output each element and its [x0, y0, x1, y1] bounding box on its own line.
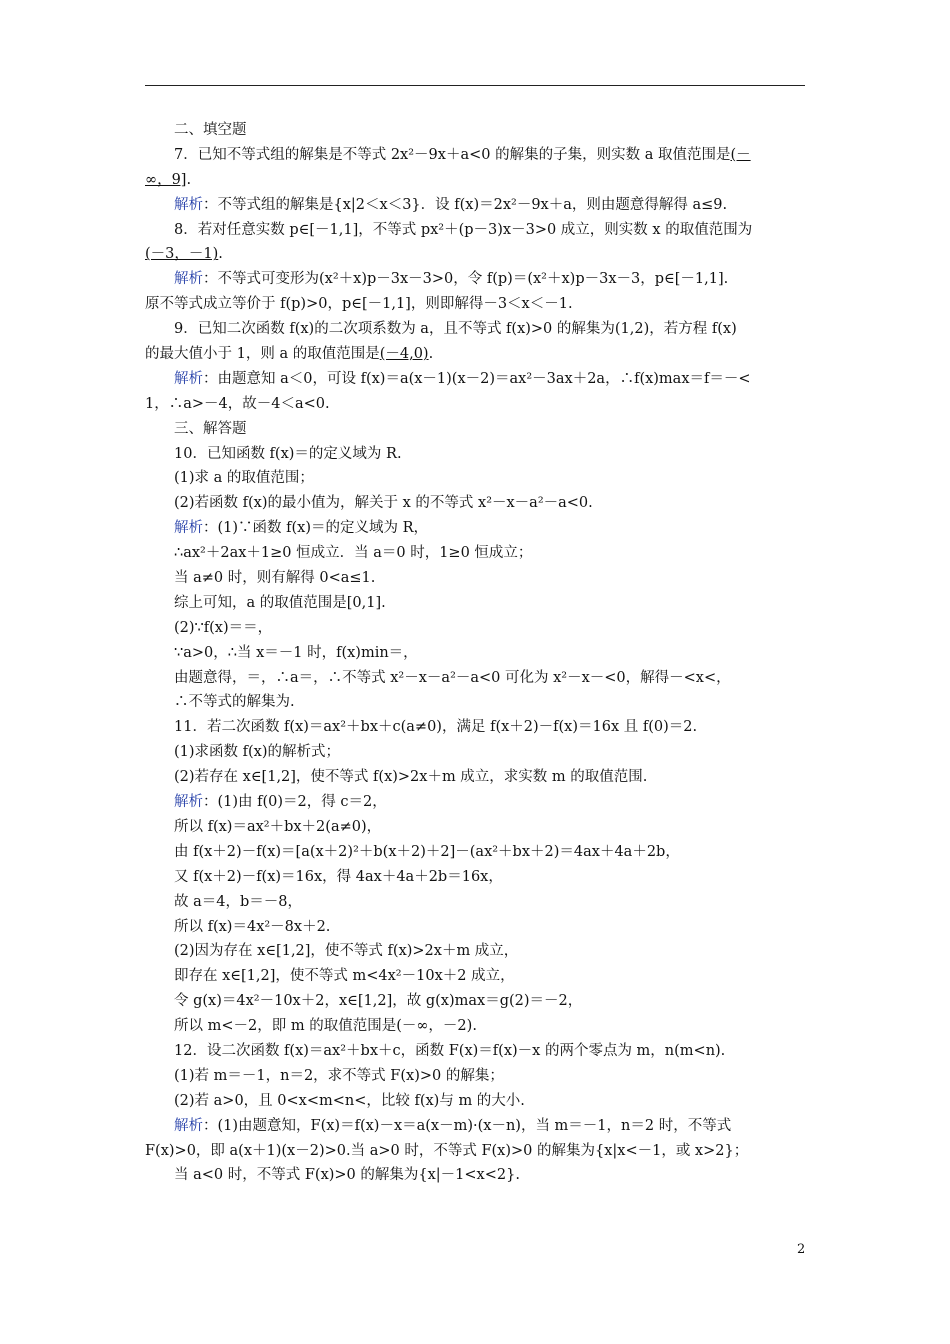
line-text: 令 g(x)＝4x²－10x＋2，x∈[1,2]，故 g(x)max＝g(2)＝－2， — [174, 993, 583, 1010]
text-line — [145, 367, 807, 392]
line-text: ：(1)由 f(0)＝2，得 c＝2， — [203, 794, 387, 811]
line-text: 由 f(x＋2)－f(x)＝[a(x＋2)²＋b(x＋2)＋2]－(ax²＋bx＋2)＝4ax＋4a＋2b， — [174, 843, 680, 860]
text-line — [145, 840, 807, 865]
line-text: 11．若二次函数 f(x)＝ax²＋bx＋c(a≠0)，满足 f(x＋2)－f(x)＝16x 且 f(0)＝2. — [174, 719, 698, 736]
line-text: (2)因为存在 x∈[1,2]，使不等式 f(x)>2x＋m 成立， — [174, 943, 519, 960]
line-text: 故 a＝4，b＝－8， — [174, 893, 302, 910]
line-text: 当 a≠0 时，则有解得 0<a≤1. — [174, 570, 376, 587]
analysis-label: 解析 — [174, 196, 203, 213]
text-line — [145, 242, 807, 267]
line-text: (2)若 a>0，且 0<x<m<n<，比较 f(x)与 m 的大小. — [174, 1092, 525, 1109]
text-line — [145, 1039, 807, 1064]
line-text: 8．若对任意实数 p∈[－1,1]，不等式 px²＋(p－3)x－3>0 成立，则实数 x 的取值范围为 — [174, 221, 753, 238]
text-line — [145, 466, 807, 491]
text-line — [145, 218, 807, 243]
line-text: 又 f(x＋2)－f(x)＝16x，得 4ax＋4a＋2b＝16x， — [174, 868, 503, 885]
text-line — [145, 715, 807, 740]
text-line — [145, 317, 807, 342]
analysis-label: 解析 — [174, 1117, 203, 1134]
line-text: (1)求 a 的取值范围； — [174, 470, 314, 487]
line-text: 所以 m<－2，即 m 的取值范围是(－∞，－2). — [174, 1018, 477, 1035]
line-text: (2)若函数 f(x)的最小值为，解关于 x 的不等式 x²－x－a²－a<0. — [174, 495, 593, 512]
line-text: ：(1)由题意知，F(x)＝f(x)－x＝a(x－m)·(x－n)，当 m＝－1，n＝2 时，不等式 — [203, 1117, 732, 1134]
line-text: 由题意得，＝，∴a＝，∴不等式 x²－x－a²－a<0 可化为 x²－x－<0，解得－<x<， — [174, 669, 731, 686]
answer-text: (－3，－1) — [145, 246, 219, 263]
line-text: 所以 f(x)＝ax²＋bx＋2(a≠0)， — [174, 818, 382, 835]
text-line — [145, 1114, 807, 1139]
text-line — [145, 118, 807, 143]
text-line — [145, 516, 807, 541]
text-line — [145, 168, 807, 193]
text-line — [145, 392, 807, 417]
text-line — [145, 790, 807, 815]
answer-text: (－4,0) — [379, 346, 429, 363]
analysis-label: 解析 — [174, 794, 203, 811]
line-text: (1)求函数 f(x)的解析式； — [174, 744, 341, 761]
line-text: F(x)>0，即 a(x＋1)(x－2)>0.当 a>0 时，不等式 F(x)>0 的解集为{x|x<－1，或 x>2}； — [145, 1142, 749, 1159]
line-text: 9．已知二次函数 f(x)的二次项系数为 a，且不等式 f(x)>0 的解集为(1,2)，若方程 f(x) — [174, 321, 737, 338]
line-text: 1，∴a>－4，故－4＜a<0. — [145, 395, 330, 412]
line-text: 12．设二次函数 f(x)＝ax²＋bx＋c，函数 F(x)＝f(x)－x 的两个零点为 m，n(m<n). — [174, 1042, 726, 1059]
line-text: 10．已知函数 f(x)＝的定义域为 R. — [174, 445, 402, 462]
text-line — [145, 641, 807, 666]
line-text: 7．已知不等式组的解集是不等式 2x²－9x＋a<0 的解集的子集，则实数 a 取值范围是 — [174, 146, 731, 163]
text-line — [145, 616, 807, 641]
document-body — [145, 118, 807, 1188]
line-text: (2)若存在 x∈[1,2]，使不等式 f(x)>2x＋m 成立，求实数 m 的取值范围. — [174, 769, 648, 786]
text-line — [145, 1163, 807, 1188]
text-line — [145, 591, 807, 616]
answer-text: ∞，9] — [145, 171, 187, 188]
text-line — [145, 267, 807, 292]
text-line — [145, 292, 807, 317]
text-line — [145, 342, 807, 367]
line-text: 所以 f(x)＝4x²－8x＋2. — [174, 918, 331, 935]
text-line — [145, 690, 807, 715]
line-text: 即存在 x∈[1,2]，使不等式 m<4x²－10x＋2 成立， — [174, 968, 515, 985]
line-text: . — [218, 246, 223, 263]
text-line — [145, 566, 807, 591]
line-text: ：不等式组的解集是{x|2＜x＜3}．设 f(x)＝2x²－9x＋a，则由题意得解得 a≤9. — [203, 196, 728, 213]
line-text: 当 a<0 时，不等式 F(x)>0 的解集为{x|－1<x<2}. — [174, 1167, 520, 1184]
line-text: 二、填空题 — [174, 122, 247, 138]
analysis-label: 解析 — [174, 370, 203, 387]
text-line — [145, 1014, 807, 1039]
line-text: ：不等式可变形为(x²＋x)p－3x－3>0，令 f(p)＝(x²＋x)p－3x－3，p∈[－1,1]. — [203, 271, 729, 288]
text-line — [145, 417, 807, 442]
line-text: . — [186, 171, 192, 188]
line-text: . — [428, 346, 434, 363]
line-text: 三、解答题 — [174, 420, 247, 437]
line-text: ∴不等式的解集为. — [174, 694, 295, 711]
text-line — [145, 915, 807, 940]
line-text: ：由题意知 a＜0，可设 f(x)＝a(x－1)(x－2)＝ax²－3ax＋2a，∴f(x)max＝f＝－< — [203, 370, 751, 387]
line-text: (2)∵f(x)＝＝， — [174, 619, 273, 636]
text-line — [145, 964, 807, 989]
line-text: 原不等式成立等价于 f(p)>0，p∈[－1,1]，则即解得－3＜x＜－1. — [145, 296, 573, 313]
text-line — [145, 939, 807, 964]
page-number: 2 — [797, 1242, 806, 1257]
answer-text: (－ — [730, 146, 751, 163]
text-line — [145, 1064, 807, 1089]
text-line — [145, 1139, 807, 1164]
line-text: ∴ax²＋2ax＋1≥0 恒成立．当 a＝0 时，1≥0 恒成立； — [174, 545, 533, 562]
text-line — [145, 740, 807, 765]
text-line — [145, 765, 807, 790]
header-rule — [145, 85, 805, 86]
line-text: 的最大值小于 1，则 a 的取值范围是 — [145, 346, 380, 363]
analysis-label: 解析 — [174, 520, 203, 537]
text-line — [145, 865, 807, 890]
text-line — [145, 193, 807, 218]
line-text: (1)若 m＝－1，n＝2，求不等式 F(x)>0 的解集； — [174, 1067, 504, 1084]
text-line — [145, 815, 807, 840]
text-line — [145, 143, 807, 168]
text-line — [145, 491, 807, 516]
text-line — [145, 666, 807, 691]
text-line — [145, 1089, 807, 1114]
line-text: 综上可知，a 的取值范围是[0,1]. — [174, 594, 386, 611]
text-line — [145, 890, 807, 915]
text-line — [145, 989, 807, 1014]
analysis-label: 解析 — [174, 271, 203, 288]
line-text: ：(1)∵函数 f(x)＝的定义域为 R， — [203, 520, 429, 537]
text-line — [145, 541, 807, 566]
line-text: ∵a>0，∴当 x＝－1 时，f(x)min＝， — [174, 644, 418, 661]
text-line — [145, 442, 807, 467]
